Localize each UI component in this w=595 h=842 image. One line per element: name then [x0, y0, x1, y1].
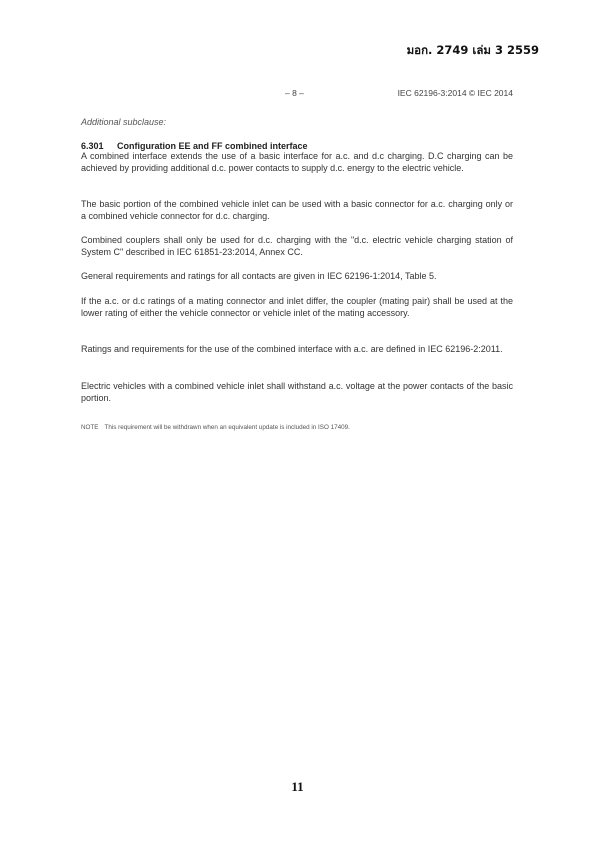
header-standard: IEC 62196-3:2014 © IEC 2014: [397, 88, 513, 98]
page-number: 11: [291, 779, 304, 794]
paragraph: The basic portion of the combined vehicle inlet can be used with a basic connector for a.c. charging only or a combined vehicle connector for d.c. charging.: [81, 199, 513, 221]
standard-mark: มอก. 2749 เล่ม 3 2559: [406, 43, 539, 57]
page-header: [0, 88, 595, 102]
note-label: NOTE: [81, 424, 99, 431]
paragraph: A combined interface extends the use of a basic interface for a.c. and d.c charging. D.C charging can be achieved by providing additional d.c. power contacts to supply d.c. energy to the electric vehicle.: [81, 151, 513, 173]
paragraph: If the a.c. or d.c ratings of a mating connector and inlet differ, the coupler (mating pair) shall be used at the lower rating of either the vehicle connector or vehicle inlet of the mating accessory.: [81, 296, 513, 318]
paragraph: Ratings and requirements for the use of the combined interface with a.c. are defined in IEC 62196-2:2011.: [81, 344, 503, 354]
section-number: 6.301: [81, 141, 104, 151]
section-heading: [81, 141, 308, 151]
note-text: This requirement will be withdrawn when an equivalent update is included in ISO 17409.: [104, 424, 350, 431]
header-page-number: – 8 –: [285, 88, 304, 98]
paragraph: General requirements and ratings for all contacts are given in IEC 62196-1:2014, Table 5.: [81, 271, 437, 281]
paragraph: Electric vehicles with a combined vehicle inlet shall withstand a.c. voltage at the power contacts of the basic portion.: [81, 381, 513, 403]
note: [81, 424, 350, 431]
paragraph: Combined couplers shall only be used for d.c. charging with the "d.c. electric vehicle charging station of System C" described in IEC 61851-23:2014, Annex CC.: [81, 235, 513, 257]
section-title: Configuration EE and FF combined interface: [117, 141, 308, 151]
additional-subclause-label: Additional subclause:: [81, 117, 167, 127]
